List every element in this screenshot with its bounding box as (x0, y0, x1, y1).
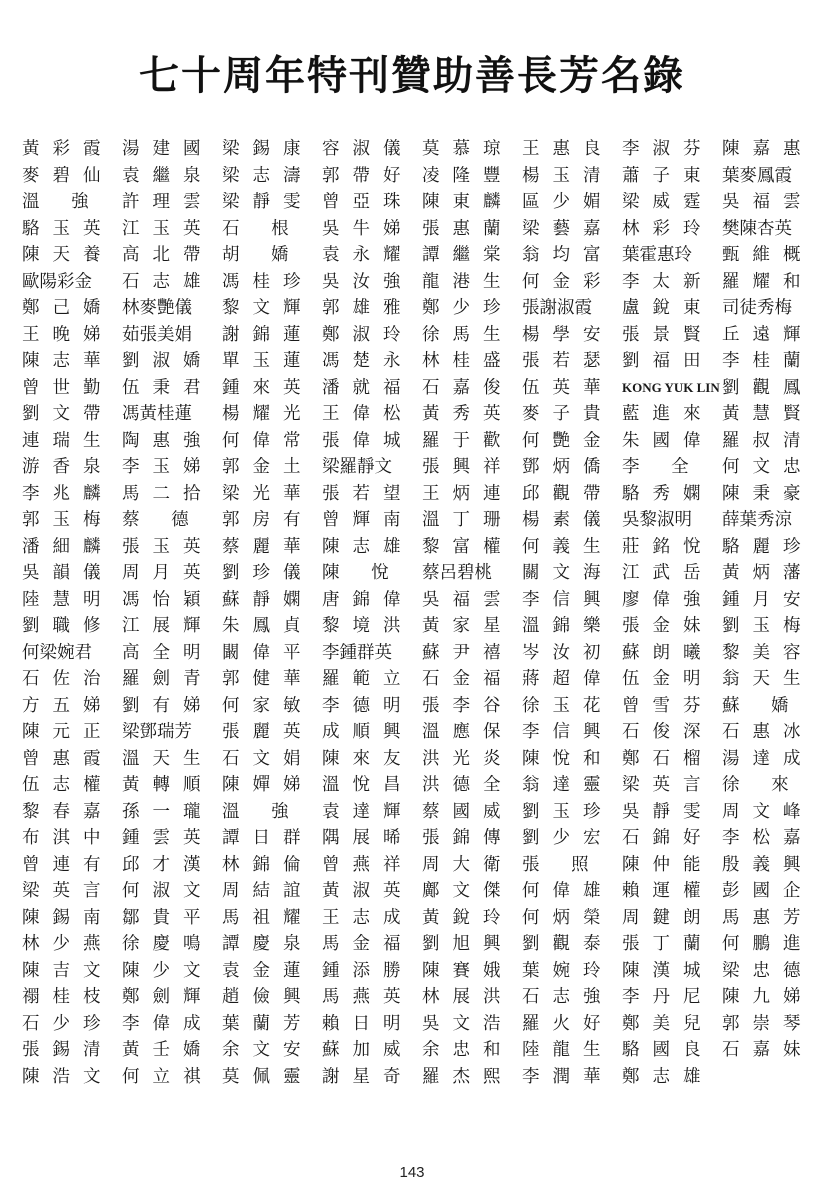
name-column (522, 136, 622, 1090)
donor-name: 游香泉 (22, 457, 114, 477)
donor-name: 鍾雲英 (122, 828, 214, 848)
donor-name: 何偉常 (222, 430, 314, 451)
donor-name: 甄維概 (722, 245, 814, 265)
donor-name: 何梁婉君 (22, 642, 92, 663)
donor-name: 翁達靈 (522, 775, 614, 795)
donor-name: 高全明 (122, 642, 214, 663)
donor-name: 何立祺 (122, 1066, 214, 1087)
donor-name: 李德明 (322, 695, 414, 716)
donor-name: 溫天生 (122, 748, 214, 769)
donor-name: 吳黎淑明 (622, 510, 692, 530)
donor-name: 李偉成 (122, 1013, 214, 1034)
donor-name: 劉玉梅 (722, 616, 814, 636)
donor-name: 石俊深 (622, 722, 714, 742)
donor-name: 郭房有 (222, 510, 314, 530)
donor-name: 劉淑嬌 (122, 351, 214, 371)
donor-name: 黎美容 (722, 642, 814, 663)
donor-name: 鄭淑玲 (322, 324, 414, 345)
donor-name: 趙儉興 (222, 987, 314, 1007)
donor-name: 何炳榮 (522, 907, 614, 928)
donor-name: 吳汝強 (322, 271, 414, 292)
donor-name: 林麥艷儀 (122, 298, 192, 318)
donor-name: 江玉英 (122, 218, 214, 239)
donor-name: 黃彩霞 (22, 139, 114, 159)
donor-name: 周鍵朗 (622, 907, 714, 928)
donor-name: 駱麗珍 (722, 536, 814, 557)
donor-name: 陳吉文 (22, 960, 114, 981)
donor-name: 劉旭興 (422, 934, 514, 954)
donor-name: 石志雄 (122, 271, 214, 292)
donor-name: 何家敏 (222, 695, 314, 716)
donor-name: 黃銳玲 (422, 907, 514, 928)
donor-name: 區少媚 (522, 192, 614, 212)
donor-name: 黃淑英 (322, 881, 414, 901)
donor-name: 袁金蓮 (222, 960, 314, 981)
donor-name: 王炳連 (422, 483, 514, 504)
donor-name: 楊學安 (522, 324, 614, 345)
donor-name: 彭國企 (722, 881, 814, 901)
donor-name: 陳來友 (322, 748, 414, 769)
donor-name: 梁藝嘉 (522, 218, 614, 239)
donor-name: 曾輝南 (322, 510, 414, 530)
donor-name: 馬二拾 (122, 483, 214, 504)
donor-name: 馬燕英 (322, 987, 414, 1007)
donor-name: 李桂蘭 (722, 351, 814, 371)
donor-name: 歐陽彩金 (22, 271, 92, 292)
donor-name: 駱國良 (622, 1040, 714, 1060)
donor-name: 溫 強 (222, 801, 302, 822)
donor-name: 蘇朗曦 (622, 642, 714, 663)
name-column (622, 136, 722, 1090)
donor-name: 羅杰熙 (422, 1066, 514, 1087)
donor-name: 徐馬生 (422, 324, 514, 345)
donor-name: 郭雄雅 (322, 298, 414, 318)
donor-name: 陳志雄 (322, 536, 414, 557)
donor-name: 徐玉花 (522, 695, 614, 716)
donor-name: 洪德全 (422, 775, 514, 795)
name-column (222, 136, 322, 1090)
donor-name: 周月英 (122, 563, 214, 583)
donor-name: 周文峰 (722, 801, 814, 822)
donor-name: 吳文浩 (422, 1013, 514, 1034)
donor-name: 鄒貴平 (122, 907, 214, 928)
donor-name: 王志成 (322, 907, 414, 928)
donor-name: 蕭子東 (622, 165, 714, 186)
donor-name: 黃慧賢 (722, 404, 814, 424)
donor-name: 鄭石榴 (622, 748, 714, 769)
name-column (122, 136, 222, 1090)
donor-name: 石嘉俊 (422, 377, 514, 398)
donor-name: 陳東麟 (422, 192, 514, 212)
donor-name: 郭崇琴 (722, 1013, 814, 1034)
donor-name: 蔡國威 (422, 801, 514, 822)
page-number: 143 (399, 1164, 425, 1181)
donor-name: 馮楚永 (322, 351, 414, 371)
donor-name: 陳天養 (22, 245, 114, 265)
donor-name: 賴日明 (322, 1013, 414, 1034)
donor-name: 徐 來 (722, 775, 802, 795)
donor-name: 禤桂枝 (22, 987, 114, 1007)
donor-name: 陳嘉惠 (722, 139, 814, 159)
donor-name: 劉職修 (22, 616, 114, 636)
donor-name: 闞偉平 (222, 642, 314, 663)
donor-name: 羅劍青 (122, 669, 214, 689)
donor-name: 馬祖耀 (222, 907, 314, 928)
donor-name: 盧銳東 (622, 298, 714, 318)
donor-name: 劉少宏 (522, 828, 614, 848)
donor-name: 潘細麟 (22, 536, 114, 557)
donor-name: 羅耀和 (722, 271, 814, 292)
donor-name: 葉婉玲 (522, 960, 614, 981)
donor-name: 潘就福 (322, 377, 414, 398)
name-column (422, 136, 522, 1090)
donor-name: 江武岳 (622, 563, 714, 583)
donor-name: 張若瑟 (522, 351, 614, 371)
donor-name: 梁錫康 (222, 139, 314, 159)
donor-name: 蘇靜嫻 (222, 589, 314, 610)
donor-name: 張惠蘭 (422, 218, 514, 239)
donor-name: 石志強 (522, 987, 614, 1007)
donor-name: 楊耀光 (222, 404, 314, 424)
donor-name: 曾世勤 (22, 377, 114, 398)
donor-name: 馮怡穎 (122, 589, 214, 610)
donor-name: 李鍾群英 (322, 642, 392, 663)
donor-name: 余文安 (222, 1040, 314, 1060)
donor-name: 朱國偉 (622, 430, 714, 451)
donor-name: 單玉蓮 (222, 351, 314, 371)
donor-name: 溫應保 (422, 722, 514, 742)
donor-name: 張若望 (322, 483, 414, 504)
donor-name: 郭帶好 (322, 165, 414, 186)
donor-name: 陳仲能 (622, 854, 714, 875)
donor-name: 鍾來英 (222, 377, 314, 398)
donor-name: 何文忠 (722, 457, 814, 477)
donor-name: 溫錦樂 (522, 616, 614, 636)
donor-name: 蔡呂碧桃 (422, 563, 492, 583)
donor-name: 鍾添勝 (322, 960, 414, 981)
donor-name: 張金妹 (622, 616, 714, 636)
donor-name: 李 全 (622, 457, 702, 477)
donor-name: 吳福雲 (722, 192, 814, 212)
donor-name: 湯建國 (122, 139, 214, 159)
donor-name: 袁達輝 (322, 801, 414, 822)
donor-name: 張景賢 (622, 324, 714, 345)
donor-name: 謝星奇 (322, 1066, 414, 1087)
donor-name: 殷義興 (722, 854, 814, 875)
donor-name: 何淑文 (122, 881, 214, 901)
donor-name: 龍港生 (422, 271, 514, 292)
donor-name: 陳浩文 (22, 1066, 114, 1087)
donor-name: 石文娟 (222, 748, 314, 769)
donor-name: 李信興 (522, 722, 614, 742)
donor-name: 馬金福 (322, 934, 414, 954)
donor-name: 孫一瓏 (122, 801, 214, 822)
donor-name: 布淇中 (22, 828, 114, 848)
donor-name: 李丹尼 (622, 987, 714, 1007)
donor-name: 李信興 (522, 589, 614, 610)
donor-name: 梁鄧瑞芳 (122, 722, 192, 742)
donor-name: 譚日群 (222, 828, 314, 848)
donor-name: 黎春嘉 (22, 801, 114, 822)
donor-name: 劉珍儀 (222, 563, 314, 583)
donor-name: 羅于歡 (422, 430, 514, 451)
donor-name: 石佐治 (22, 669, 114, 689)
donor-name: 莫慕琼 (422, 139, 514, 159)
name-column (322, 136, 422, 1090)
donor-name: 蔡麗華 (222, 536, 314, 557)
donor-name: 林展洪 (422, 987, 514, 1007)
donor-name: 楊玉清 (522, 165, 614, 186)
donor-name: 茹張美娟 (122, 324, 192, 345)
donor-name: 莊銘悅 (622, 536, 714, 557)
donor-name: 藍進來 (622, 404, 714, 424)
donor-name: 鄭劍輝 (122, 987, 214, 1007)
donor-name: 胡 嬌 (222, 245, 302, 265)
donor-name: KONG YUK LIN (622, 379, 720, 395)
donor-name: 袁永耀 (322, 245, 414, 265)
donor-name: 陳秉豪 (722, 483, 814, 504)
donor-name: 陳志華 (22, 351, 114, 371)
donor-name: 邱觀帶 (522, 483, 614, 504)
donor-name: 邱才漢 (122, 854, 214, 875)
donor-name: 何偉雄 (522, 881, 614, 901)
donor-name: 劉觀泰 (522, 934, 614, 954)
donor-name: 李太新 (622, 271, 714, 292)
donor-name: 石惠冰 (722, 722, 814, 742)
donor-name: 鄭美兒 (622, 1013, 714, 1034)
donor-name: 林少燕 (22, 934, 114, 954)
donor-name: 李淑芬 (622, 139, 714, 159)
donor-name: 高北帶 (122, 245, 214, 265)
donor-name: 梁羅靜文 (322, 457, 392, 477)
donor-name: 許理雲 (122, 192, 214, 212)
donor-name: 鄭己嬌 (22, 298, 114, 318)
donor-name: 蘇加威 (322, 1040, 414, 1060)
donor-name: 余忠和 (422, 1040, 514, 1060)
donor-name: 石 根 (222, 218, 302, 239)
donor-name: 曾連有 (22, 854, 114, 875)
donor-name: 石少珍 (22, 1013, 114, 1034)
donor-name: 王惠良 (522, 139, 614, 159)
donor-name: 容淑儀 (322, 139, 414, 159)
donor-name: 袁繼泉 (122, 165, 214, 186)
donor-name: 李玉娣 (122, 457, 214, 477)
donor-name: 隅展晞 (322, 828, 414, 848)
donor-name: 江展輝 (122, 616, 214, 636)
donor-name: 翁均富 (522, 245, 614, 265)
donor-name: 羅範立 (322, 669, 414, 689)
donor-name: 麥子貴 (522, 404, 614, 424)
donor-name: 連瑞生 (22, 430, 114, 451)
name-column (22, 136, 122, 1090)
donor-name: 陳錫南 (22, 907, 114, 928)
donor-name: 蔣超偉 (522, 669, 614, 689)
donor-name: 梁靜雯 (222, 192, 314, 212)
donor-name: 吳韻儀 (22, 563, 114, 583)
donor-name: 曾惠霞 (22, 748, 114, 769)
donor-name: 梁忠德 (722, 960, 814, 981)
donor-name: 何義生 (522, 536, 614, 557)
donor-name: 吳靜雯 (622, 801, 714, 822)
donor-name: 岑汝初 (522, 642, 614, 663)
donor-name: 蘇 嬌 (722, 695, 802, 716)
donor-name: 石嘉妹 (722, 1040, 814, 1060)
donor-name: 朱鳳貞 (222, 616, 314, 636)
donor-name: 湯達成 (722, 748, 814, 769)
donor-name: 李兆麟 (22, 483, 114, 504)
donor-name: 王偉松 (322, 404, 414, 424)
donor-name: 張 照 (522, 854, 602, 875)
donor-name: 劉有娣 (122, 695, 214, 716)
donor-name: 賴運權 (622, 881, 714, 901)
donor-name: 溫悅昌 (322, 775, 414, 795)
donor-name: 樊陳杏英 (722, 218, 792, 239)
donor-name: 黎文輝 (222, 298, 314, 318)
donor-name: 劉福田 (622, 351, 714, 371)
donor-name: 方五娣 (22, 695, 114, 716)
donor-name: 廖偉強 (622, 589, 714, 610)
donor-name: 羅火好 (522, 1013, 614, 1034)
name-column (722, 136, 822, 1090)
donor-name: 蔡 德 (122, 510, 202, 530)
donor-name: 黃家星 (422, 616, 514, 636)
donor-name: 梁志濤 (222, 165, 314, 186)
donor-name: 陳漢城 (622, 960, 714, 981)
donor-name: 梁光華 (222, 483, 314, 504)
donor-name: 李松嘉 (722, 828, 814, 848)
donor-name: 陸龍生 (522, 1040, 614, 1060)
donor-name: 丘遠輝 (722, 324, 814, 345)
donor-name: 伍金明 (622, 669, 714, 689)
donor-name: 洪光炎 (422, 748, 514, 769)
donor-names-grid (22, 136, 812, 1090)
donor-name: 司徒秀梅 (722, 298, 792, 318)
donor-name: 黎境洪 (322, 616, 414, 636)
donor-name: 鄭少珍 (422, 298, 514, 318)
donor-name: 陳少文 (122, 960, 214, 981)
donor-name: 伍志權 (22, 775, 114, 795)
donor-name: 郭玉梅 (22, 510, 114, 530)
donor-name: 吳牛娣 (322, 218, 414, 239)
donor-name: 莫佩靈 (222, 1066, 314, 1087)
donor-name: 蘇尹禧 (422, 642, 514, 663)
donor-name: 梁英言 (622, 775, 714, 795)
donor-name: 葉蘭芳 (222, 1013, 314, 1034)
page-title: 七十周年特刊贊助善長芳名錄 (139, 53, 685, 99)
donor-name: 張錦傳 (422, 828, 514, 848)
donor-name: 馮黃桂蓮 (122, 404, 192, 424)
donor-name: 伍英華 (522, 377, 614, 398)
donor-name: 駱秀嫻 (622, 483, 714, 504)
donor-name: 劉觀鳳 (722, 377, 814, 398)
donor-name: 梁英言 (22, 881, 114, 901)
donor-name: 何鵬進 (722, 934, 814, 954)
donor-name: 陳嬋娣 (222, 775, 314, 795)
donor-name: 曾雪芬 (622, 695, 714, 716)
donor-name: 葉麥鳳霞 (722, 165, 792, 186)
donor-name: 翁天生 (722, 669, 814, 689)
donor-name: 馮桂珍 (222, 271, 314, 292)
donor-name: 曾亞珠 (322, 192, 414, 212)
donor-name: 陳九娣 (722, 987, 814, 1007)
donor-name: 何艷金 (522, 430, 614, 451)
donor-name: 王晚娣 (22, 324, 114, 345)
donor-name: 鄺文傑 (422, 881, 514, 901)
donor-name: 劉玉珍 (522, 801, 614, 822)
donor-name: 馬惠芳 (722, 907, 814, 928)
donor-name: 凌隆豐 (422, 165, 514, 186)
donor-name: 駱玉英 (22, 218, 114, 239)
donor-name: 曾燕祥 (322, 854, 414, 875)
donor-name: 陸慧明 (22, 589, 114, 610)
donor-name: 唐錦偉 (322, 589, 414, 610)
donor-name: 葉霍惠玲 (622, 245, 692, 265)
donor-name: 陳 悅 (322, 563, 402, 583)
donor-name: 謝錦蓮 (222, 324, 314, 345)
donor-name: 張偉城 (322, 430, 414, 451)
donor-name: 林彩玲 (622, 218, 714, 239)
donor-name: 黃炳藩 (722, 563, 814, 583)
donor-name: 吳福雲 (422, 589, 514, 610)
donor-name: 楊素儀 (522, 510, 614, 530)
donor-name: 陳賽娥 (422, 960, 514, 981)
donor-name: 譚繼棠 (422, 245, 514, 265)
donor-name: 關文海 (522, 563, 614, 583)
donor-name: 林錦倫 (222, 854, 314, 875)
donor-name: 張玉英 (122, 536, 214, 557)
donor-name: 郭金土 (222, 457, 314, 477)
donor-name: 薛葉秀涼 (722, 510, 792, 530)
donor-name: 羅叔清 (722, 430, 814, 451)
donor-name: 陶惠強 (122, 430, 214, 451)
donor-name: 鄭志雄 (622, 1066, 714, 1087)
donor-name: 張謝淑霞 (522, 298, 592, 318)
donor-name: 林桂盛 (422, 351, 514, 371)
donor-name: 伍秉君 (122, 377, 214, 398)
donor-name: 麥碧仙 (22, 165, 114, 186)
donor-name: 陳元正 (22, 722, 114, 742)
donor-name: 張錫清 (22, 1040, 114, 1060)
donor-name: 張麗英 (222, 722, 314, 742)
donor-name: 梁威霆 (622, 192, 714, 212)
donor-name: 譚慶泉 (222, 934, 314, 954)
donor-name: 張興祥 (422, 457, 514, 477)
donor-name: 張李谷 (422, 695, 514, 716)
donor-name: 黃秀英 (422, 404, 514, 424)
donor-name: 周大衛 (422, 854, 514, 875)
donor-name: 溫丁珊 (422, 510, 514, 530)
donor-name: 何金彩 (522, 271, 614, 292)
donor-name: 郭健華 (222, 669, 314, 689)
donor-name: 溫 強 (22, 192, 102, 212)
donor-name: 陳悅和 (522, 748, 614, 769)
donor-name: 石錦好 (622, 828, 714, 848)
donor-name: 黃壬嬌 (122, 1040, 214, 1060)
donor-name: 張丁蘭 (622, 934, 714, 954)
donor-name: 石金福 (422, 669, 514, 689)
donor-name: 劉文帶 (22, 404, 114, 424)
donor-name: 周結誼 (222, 881, 314, 901)
donor-name: 徐慶鳴 (122, 934, 214, 954)
donor-name: 成順興 (322, 722, 414, 742)
donor-name: 黎富權 (422, 536, 514, 557)
donor-name: 鍾月安 (722, 589, 814, 610)
donor-name: 李潤華 (522, 1066, 614, 1087)
donor-name: 鄧炳僑 (522, 457, 614, 477)
donor-name: 黃轉順 (122, 775, 214, 795)
